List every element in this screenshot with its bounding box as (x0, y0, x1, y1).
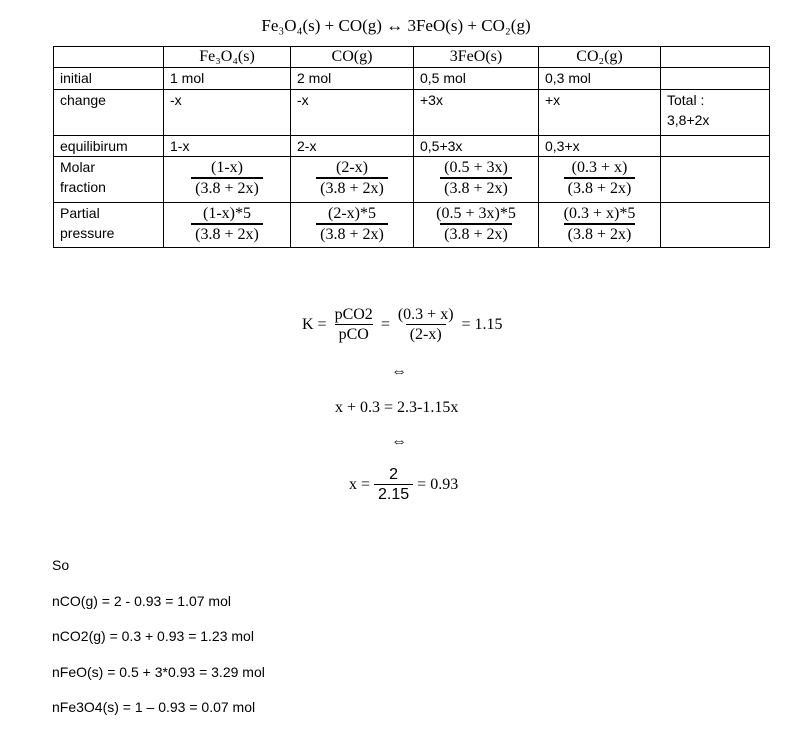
cell: -x (164, 90, 291, 136)
label-line: pressure (60, 225, 115, 241)
denominator: (3.8 + 2x) (191, 223, 263, 244)
cell: 1-x (164, 136, 291, 157)
cell (661, 68, 770, 90)
numerator: (1-x)*5 (203, 205, 251, 222)
denominator: 2.15 (374, 484, 413, 504)
cell: 0,5 mol (414, 68, 539, 90)
fraction (564, 158, 636, 198)
partial-pressure-row (54, 203, 770, 248)
denominator: (3.8 + 2x) (316, 223, 388, 244)
ice-table (53, 46, 770, 248)
denominator: (2-x) (406, 324, 446, 344)
total-label: Total : (667, 92, 705, 108)
row-label (54, 203, 164, 248)
cell: -x (291, 90, 414, 136)
fraction (374, 465, 413, 504)
numerator: (0.3 + x)*5 (563, 205, 636, 222)
denominator: (3.8 + 2x) (440, 177, 512, 198)
numerator: (0.3 + x) (571, 159, 628, 176)
fraction (560, 204, 640, 244)
header-cell (54, 47, 164, 68)
cell (661, 157, 770, 203)
cell: +3x (414, 90, 539, 136)
change-row (54, 90, 770, 136)
row-label: change (54, 90, 164, 136)
numerator: (2-x)*5 (328, 205, 376, 222)
cell: 0,3+x (539, 136, 661, 157)
fraction (191, 158, 263, 198)
fraction (191, 204, 263, 244)
cell: +x (539, 90, 661, 136)
x-label: x = (349, 475, 371, 493)
cell (291, 157, 414, 203)
fraction (440, 158, 512, 198)
numerator: 2 (389, 466, 399, 483)
label-line: Partial (60, 205, 100, 221)
cell (414, 203, 539, 248)
cell (661, 203, 770, 248)
total-cell (661, 90, 770, 136)
molar-fraction-row (54, 157, 770, 203)
x-equation (349, 465, 458, 504)
denominator: (3.8 + 2x) (316, 177, 388, 198)
so-label: So (52, 557, 70, 573)
denominator: (3.8 + 2x) (564, 223, 636, 244)
cell: 2-x (291, 136, 414, 157)
header-row (54, 47, 770, 68)
cell (661, 136, 770, 157)
result-line: nFe3O4(s) = 1 – 0.93 = 0.07 mol (52, 699, 256, 715)
numerator: (0.5 + 3x)*5 (436, 205, 516, 222)
fraction (432, 204, 520, 244)
cell (539, 157, 661, 203)
denominator: (3.8 + 2x) (440, 223, 512, 244)
row-label: equilibirum (54, 136, 164, 157)
fraction (331, 305, 377, 344)
numerator: pCO2 (334, 306, 373, 323)
denominator: (3.8 + 2x) (564, 177, 636, 198)
k-equation (302, 305, 503, 344)
row-label (54, 157, 164, 203)
numerator: (2-x) (336, 159, 368, 176)
x-value: = 0.93 (417, 475, 459, 493)
fraction (316, 204, 388, 244)
iff-icon: ⇔ (391, 363, 407, 380)
reaction-equation: Fe₃O₄(s) + CO(g) ↔ 3FeO(s) + CO₂(g) (261, 16, 531, 35)
result-line: nCO(g) = 2 - 0.93 = 1.07 mol (52, 593, 231, 609)
iff-icon: ⇔ (391, 433, 407, 450)
denominator: pCO (335, 324, 373, 344)
denominator: (3.8 + 2x) (191, 177, 263, 198)
cell (414, 157, 539, 203)
initial-row (54, 68, 770, 90)
fraction (316, 158, 388, 198)
header-cell: 3FeO(s) (414, 47, 539, 68)
cell (291, 203, 414, 248)
header-cell: CO(g) (291, 47, 414, 68)
equals: = (380, 315, 390, 333)
linear-equation: x + 0.3 = 2.3-1.15x (335, 399, 459, 416)
cell (164, 203, 291, 248)
numerator: (1-x) (211, 159, 243, 176)
cell: 0,5+3x (414, 136, 539, 157)
total-value: 3,8+2x (667, 112, 710, 128)
numerator: (0.3 + x) (397, 306, 454, 323)
result-line: nCO2(g) = 0.3 + 0.93 = 1.23 mol (52, 628, 254, 644)
k-label: K = (302, 315, 327, 333)
fraction (394, 305, 458, 344)
header-cell (661, 47, 770, 68)
label-line: fraction (60, 179, 106, 195)
label-line: Molar (60, 159, 96, 175)
cell: 1 mol (164, 68, 291, 90)
cell (539, 203, 661, 248)
cell: 2 mol (291, 68, 414, 90)
result-line: nFeO(s) = 0.5 + 3*0.93 = 3.29 mol (52, 664, 265, 680)
row-label: initial (54, 68, 164, 90)
numerator: (0.5 + 3x) (444, 159, 508, 176)
cell: 0,3 mol (539, 68, 661, 90)
header-cell: Fe₃O₄(s) (164, 47, 291, 68)
header-cell: CO₂(g) (539, 47, 661, 68)
cell (164, 157, 291, 203)
k-value: = 1.15 (461, 315, 503, 333)
equilibrium-row (54, 136, 770, 157)
